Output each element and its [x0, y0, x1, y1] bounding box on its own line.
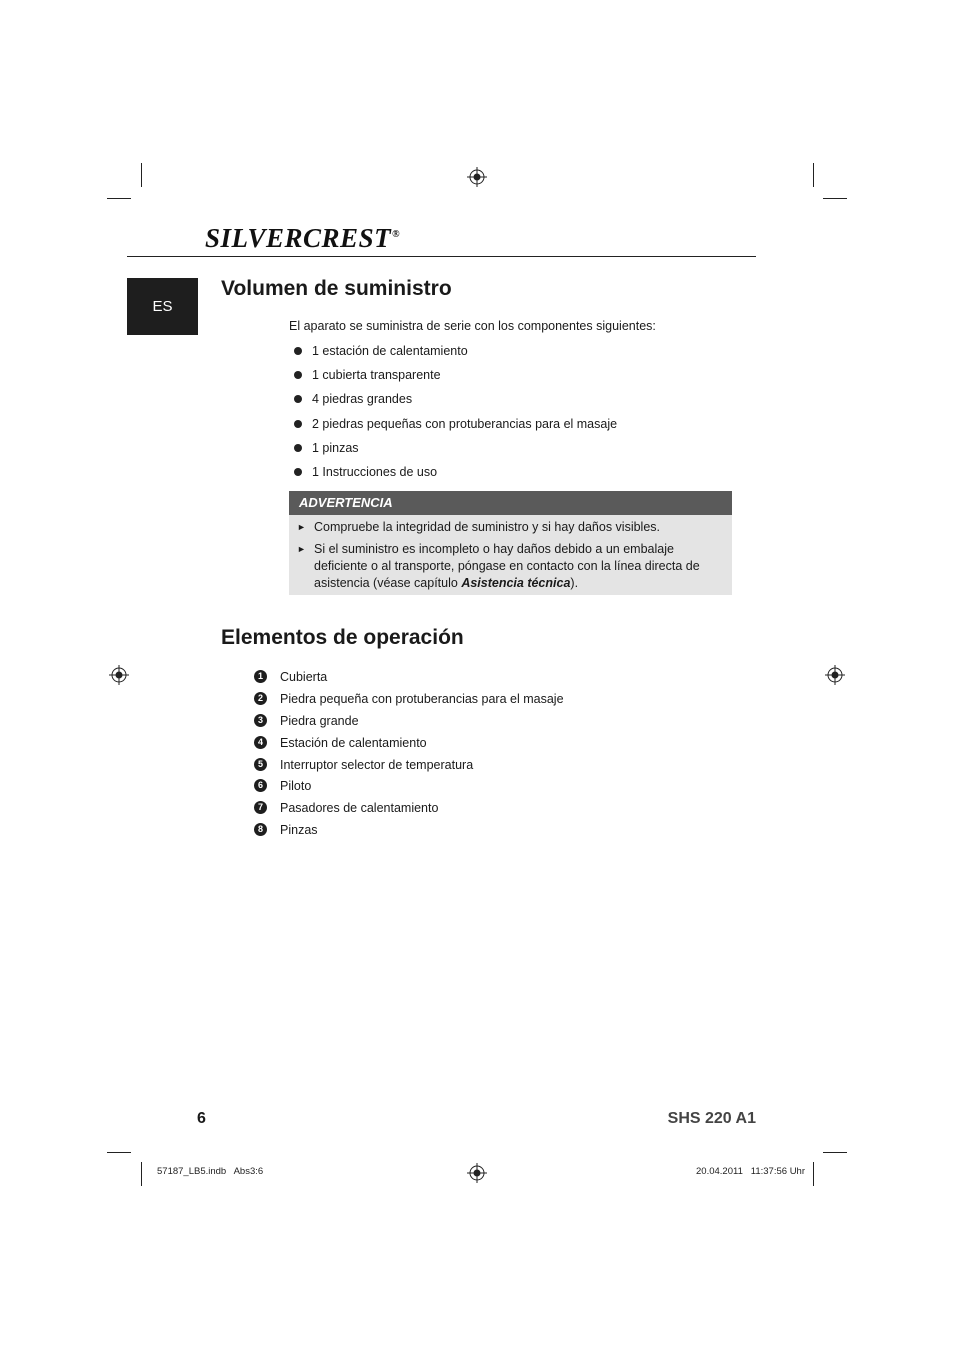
crop-mark — [813, 1162, 814, 1186]
crop-mark — [141, 1162, 142, 1186]
warning-item: ► Si el suministro es incompleto o hay daños debido a un embalaje deficiente o al transporte, póngase en contacto con la línea directa de asistencia (véase capítulo Asistencia técnica). — [297, 542, 700, 590]
model-number: SHS 220 A1 — [667, 1110, 756, 1127]
list-item: 5 Interruptor selector de temperatura — [254, 756, 564, 778]
registration-mark-icon — [109, 665, 129, 685]
registration-mark-icon — [467, 1163, 487, 1183]
number-badge: 8 — [254, 823, 267, 836]
bullet-icon — [294, 420, 302, 428]
list-item: 1 cubierta transparente — [292, 366, 617, 390]
warning-box — [289, 491, 732, 595]
crop-mark — [813, 163, 814, 187]
crop-mark — [107, 1152, 131, 1153]
crop-mark — [141, 163, 142, 187]
warning-item: ► Compruebe la integridad de suministro y si hay daños visibles. — [297, 520, 661, 534]
bullet-icon — [294, 468, 302, 476]
controls-title: Elementos de operación — [221, 626, 464, 649]
bullet-icon — [294, 444, 302, 452]
crop-mark — [107, 198, 131, 199]
number-badge: 3 — [254, 714, 267, 727]
bullet-icon — [294, 395, 302, 403]
header-rule — [127, 256, 756, 257]
print-slug-file: 57187_LB5.indb Abs3:6 — [157, 1166, 264, 1177]
language-tab: ES — [127, 278, 198, 335]
list-item: 2 piedras pequeñas con protuberancias para el masaje — [292, 415, 617, 439]
print-slug-date: 20.04.2011 11:37:56 Uhr — [696, 1166, 805, 1177]
cross-reference: Asistencia técnica — [461, 576, 571, 590]
number-badge: 5 — [254, 758, 267, 771]
supply-title: Volumen de suministro — [221, 277, 452, 300]
arrow-right-icon: ► — [297, 522, 306, 532]
list-item: 6 Piloto — [254, 777, 564, 799]
crop-mark — [823, 1152, 847, 1153]
bullet-icon — [294, 347, 302, 355]
list-item: 1 pinzas — [292, 439, 617, 463]
list-item: 3 Piedra grande — [254, 712, 564, 734]
list-item: 2 Piedra pequeña con protuberancias para el masaje — [254, 690, 564, 712]
warning-heading: ADVERTENCIA — [289, 491, 732, 515]
list-item: 8 Pinzas — [254, 821, 564, 843]
list-item: 4 Estación de calentamiento — [254, 734, 564, 756]
number-badge: 2 — [254, 692, 267, 705]
number-badge: 4 — [254, 736, 267, 749]
crop-mark — [823, 198, 847, 199]
registration-mark-icon — [467, 167, 487, 187]
arrow-right-icon: ► — [297, 544, 306, 554]
brand-logo: SILVERCREST® — [205, 223, 401, 253]
supply-intro: El aparato se suministra de serie con los componentes siguientes: — [289, 319, 656, 333]
list-item: 1 Instrucciones de uso — [292, 463, 617, 487]
number-badge: 6 — [254, 779, 267, 792]
list-item: 1 Cubierta — [254, 668, 564, 690]
number-badge: 1 — [254, 670, 267, 683]
registration-mark-icon — [825, 665, 845, 685]
page-number: 6 — [197, 1110, 206, 1127]
controls-list — [254, 668, 564, 843]
list-item: 1 estación de calentamiento — [292, 342, 617, 366]
list-item: 7 Pasadores de calentamiento — [254, 799, 564, 821]
supply-list — [292, 342, 617, 487]
bullet-icon — [294, 371, 302, 379]
list-item: 4 piedras grandes — [292, 390, 617, 414]
number-badge: 7 — [254, 801, 267, 814]
